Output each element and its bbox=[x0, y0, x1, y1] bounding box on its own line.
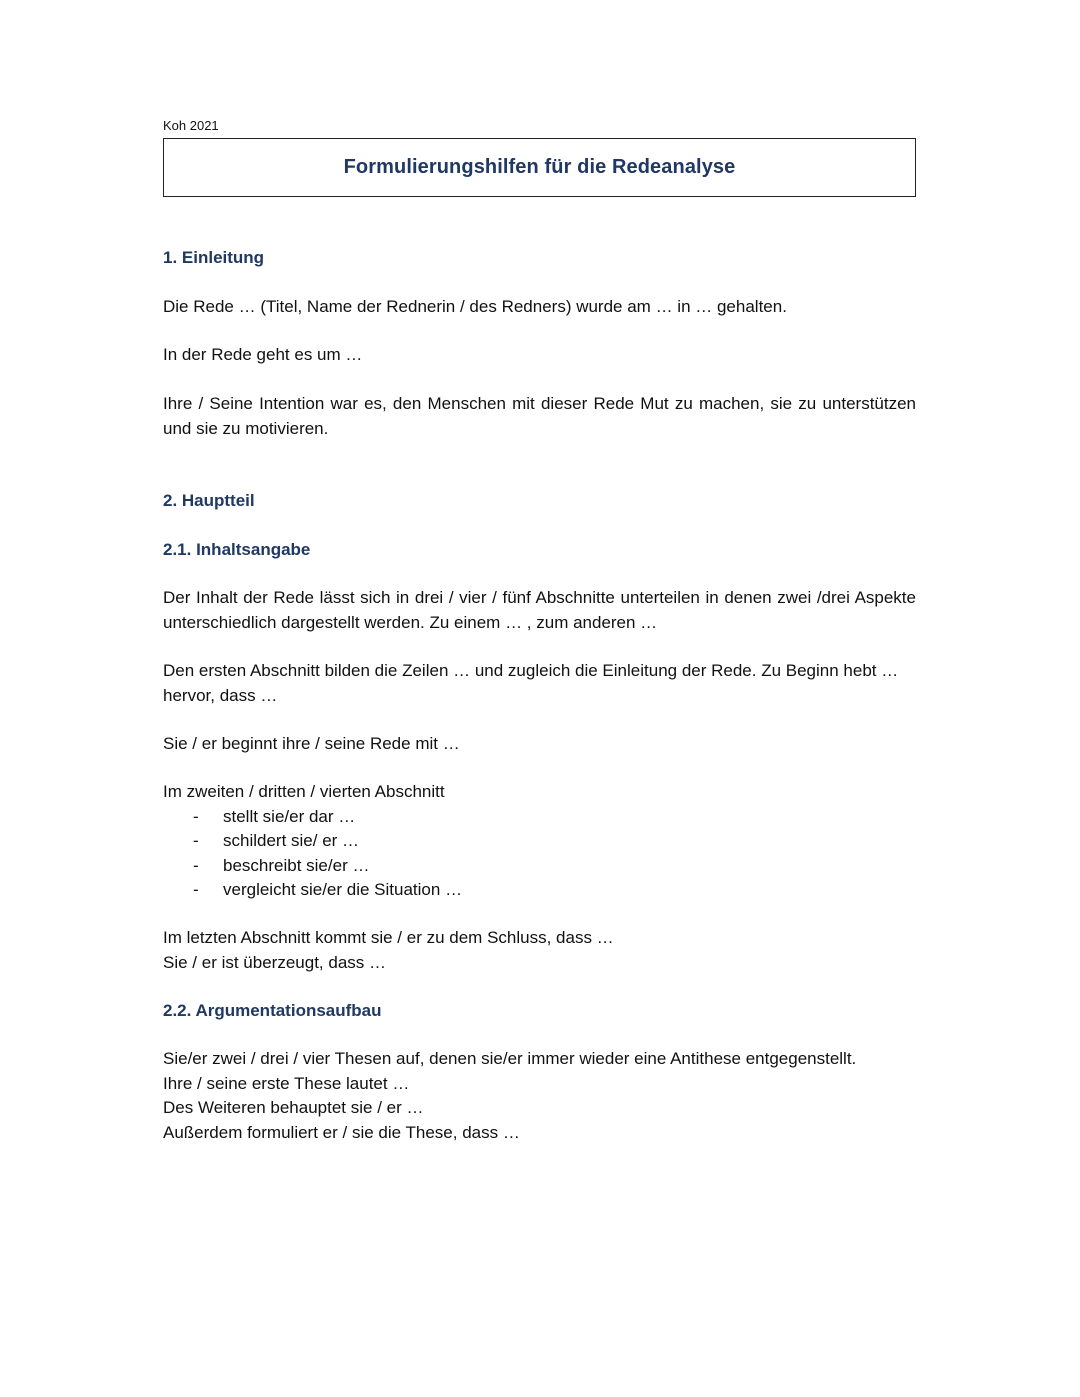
argumentation-line-3: Des Weiteren behauptet sie / er … bbox=[163, 1098, 424, 1117]
heading-argumentationsaufbau: 2.2. Argumentationsaufbau bbox=[163, 1001, 382, 1020]
argumentation-line-2: Ihre / seine erste These lautet … bbox=[163, 1073, 410, 1093]
abschnitt-list-intro: Im zweiten / dritten / vierten Abschnitt bbox=[163, 782, 445, 801]
list-item: - schildert sie/ er … bbox=[163, 829, 916, 854]
dash-marker: - bbox=[193, 855, 199, 875]
einleitung-paragraph-3: Ihre / Seine Intention war es, den Menschen mit dieser Rede Mut zu machen, sie zu unterstützen und sie zu motivieren. bbox=[163, 394, 916, 438]
closing-line-1: Im letzten Abschnitt kommt sie / er zu dem Schluss, dass … bbox=[163, 928, 614, 947]
author-year-note: Koh 2021 bbox=[163, 118, 219, 133]
dash-marker: - bbox=[193, 806, 199, 826]
closing-line-2: Sie / er ist überzeugt, dass … bbox=[163, 952, 386, 972]
inhaltsangabe-closing bbox=[163, 926, 916, 975]
heading-inhaltsangabe: 2.1. Inhaltsangabe bbox=[163, 540, 311, 559]
einleitung-paragraph-1: Die Rede … (Titel, Name der Rednerin / des Redners) wurde am … in … gehalten. bbox=[163, 297, 787, 316]
dash-marker: - bbox=[193, 880, 199, 899]
heading-hauptteil: 2. Hauptteil bbox=[163, 491, 255, 510]
heading-einleitung: 1. Einleitung bbox=[163, 248, 265, 267]
list-item: - beschreibt sie/er … bbox=[163, 854, 916, 879]
inhaltsangabe-paragraph-3: Sie / er beginnt ihre / seine Rede mit … bbox=[163, 734, 460, 753]
argumentation-line-4: Außerdem formuliert er / sie die These, dass … bbox=[163, 1122, 520, 1142]
list-item: - stellt sie/er dar … bbox=[163, 805, 916, 830]
title-box bbox=[163, 138, 916, 197]
inhaltsangabe-paragraph-1: Der Inhalt der Rede lässt sich in drei / vier / fünf Abschnitte unterteilen in denen zwei /drei Aspekte unterschiedlich dargestellt werden. Zu einem … , zum anderen … bbox=[163, 588, 916, 632]
argumentation-lines bbox=[163, 1047, 916, 1145]
argumentation-line-1: Sie/er zwei / drei / vier Thesen auf, denen sie/er immer wieder eine Antithese entgegenstellt. bbox=[163, 1049, 857, 1068]
inhaltsangabe-paragraph-2: Den ersten Abschnitt bilden die Zeilen … und zugleich die Einleitung der Rede. Zu Beginn hebt … hervor, dass … bbox=[163, 661, 899, 705]
document-title: Formulierungshilfen für die Redeanalyse bbox=[343, 156, 736, 178]
einleitung-paragraph-2: In der Rede geht es um … bbox=[163, 345, 363, 364]
list-item: - vergleicht sie/er die Situation … bbox=[163, 878, 916, 903]
abschnitt-list bbox=[163, 805, 916, 903]
abschnitt-list-block bbox=[163, 780, 916, 903]
dash-marker: - bbox=[193, 831, 199, 850]
